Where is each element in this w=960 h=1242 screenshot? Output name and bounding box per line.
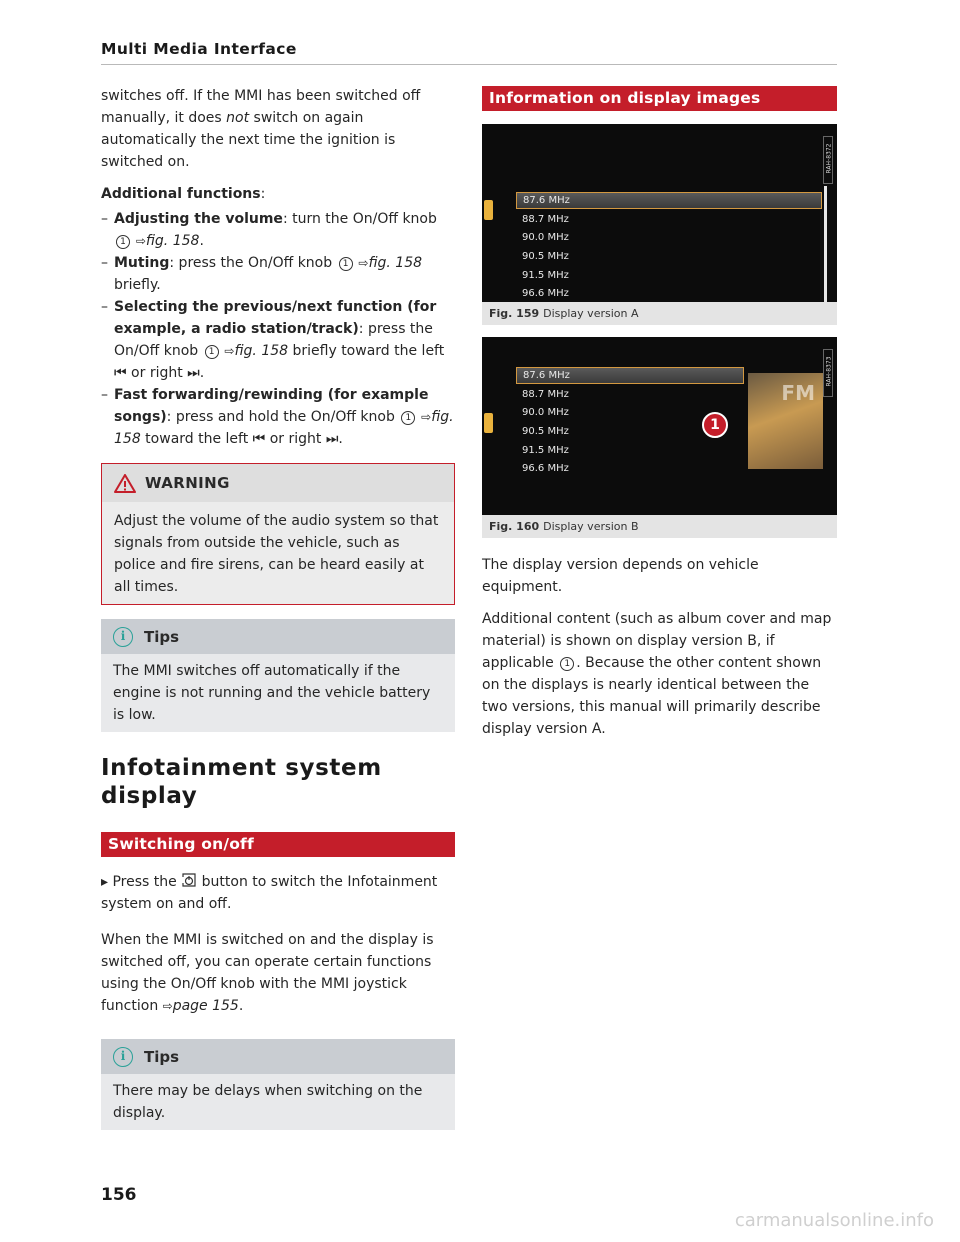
intro-end: switch on again automatically the next time the ignition is switched on. <box>101 110 396 170</box>
intro-not: not <box>226 110 250 126</box>
subsection-bar: Information on display images <box>482 86 837 111</box>
item-text: : turn the On/Off knob <box>282 211 437 227</box>
station-item: 90.0 MHz <box>522 232 569 243</box>
list-item: – Fast forwarding/rewinding (for example songs): press and hold the On/Off knob 1 ⇨fig. 158 toward the left ⏮ or right ⏭. <box>101 387 454 447</box>
tips-header <box>101 619 455 654</box>
paragraph-text: Additional content (such as album cover and map material) is shown on display version B, if applicable <box>482 611 832 671</box>
item-tail: . <box>199 233 204 249</box>
warning-title: WARNING <box>145 474 230 492</box>
list-item: – Adjusting the volume: turn the On/Off knob 1 ⇨fig. 158. <box>101 211 437 249</box>
item-title: Selecting the previous/next function (for example, a radio station/track) <box>114 299 437 337</box>
item-text: : press the On/Off knob <box>114 321 433 359</box>
menu-tab-icon <box>484 200 493 220</box>
item-text: : press the On/Off knob <box>169 255 337 271</box>
reference-arrow-icon: ⇨ <box>220 344 235 358</box>
figure-number: Fig. 159 <box>489 307 540 320</box>
station-item: 91.5 MHz <box>522 445 569 456</box>
function-list <box>101 208 455 450</box>
left-column <box>101 85 455 1130</box>
step-suffix: button to switch the Infotainment system on and off. <box>101 874 438 912</box>
figure-caption-text: Display version A <box>543 307 639 320</box>
tips-text: There may be delays when switching on the display. <box>101 1074 455 1130</box>
header-rule <box>101 64 837 65</box>
station-item: 91.5 MHz <box>522 270 569 281</box>
figure-link[interactable]: fig. 158 <box>234 343 289 359</box>
station-item: 88.7 MHz <box>522 389 569 400</box>
figure-link[interactable]: fig. 158 <box>145 233 200 249</box>
callout-number: 1 <box>560 657 574 671</box>
display-version-paragraph: The display version depends on vehicle equipment. <box>482 557 759 595</box>
callout-number: 1 <box>401 411 415 425</box>
callout-number: 1 <box>205 345 219 359</box>
warning-box <box>101 463 455 605</box>
item-tail: toward the left ⏮ or right ⏭. <box>140 431 343 447</box>
item-text: : press and hold the On/Off knob <box>166 409 400 425</box>
additional-label-text: Additional functions <box>101 186 261 202</box>
tips-box <box>101 1039 455 1130</box>
item-tail: briefly. <box>114 277 161 293</box>
tips-header <box>101 1039 455 1074</box>
warning-text: Adjust the volume of the audio system so that signals from outside the vehicle, such as police and fire sirens, can be heard easily at all times. <box>102 502 454 604</box>
figure-tag <box>823 136 833 184</box>
item-title: Muting <box>114 255 170 271</box>
figure-caption <box>482 302 837 325</box>
list-item: – Muting: press the On/Off knob 1 ⇨fig. 158 briefly. <box>101 255 423 293</box>
section-heading: Infotainment system display <box>101 755 382 809</box>
album-cover-image <box>748 373 823 469</box>
intro-text: switches off. If the MMI has been switched off manually, it does <box>101 88 421 126</box>
station-item-selected: 87.6 MHz <box>516 367 744 384</box>
paragraph-text: . Because the other content shown on the displays is nearly identical between the two versions, this manual will primarily describe display version A. <box>482 655 822 737</box>
step-prefix: ▸ Press the <box>101 874 182 890</box>
reference-arrow-icon: ⇨ <box>417 410 432 424</box>
figure-caption <box>482 515 837 538</box>
info-icon: i <box>113 1047 133 1067</box>
tips-box <box>101 619 455 732</box>
display-screenshot-a <box>482 124 837 302</box>
menu-tab-icon <box>484 413 493 433</box>
item-title: Adjusting the volume <box>114 211 283 227</box>
figure-159 <box>482 124 837 325</box>
list-item: – Selecting the previous/next function (for example, a radio station/track): press the On/Off knob 1 ⇨fig. 158 briefly toward the left ⏮ or right ⏭. <box>101 299 445 381</box>
tips-title: Tips <box>144 627 180 646</box>
figure-tag-text: RAH-8373 <box>825 356 833 387</box>
tips-text: The MMI switches off automatically if the engine is not running and the vehicle battery is low. <box>101 654 455 732</box>
callout-marker: 1 <box>702 412 728 438</box>
warning-triangle-icon <box>114 474 136 493</box>
callout-number: 1 <box>339 257 353 271</box>
station-item: 96.6 MHz <box>522 463 569 474</box>
page-number: 156 <box>101 1185 137 1205</box>
item-tail: briefly toward the left ⏮ or right ⏭. <box>114 343 445 381</box>
info-icon: i <box>113 627 133 647</box>
figure-link[interactable]: fig. 158 <box>368 255 423 271</box>
page-header-title: Multi Media Interface <box>101 40 297 58</box>
additional-content-paragraph <box>482 608 837 740</box>
instruction-step <box>101 871 455 915</box>
figure-link[interactable]: fig. 158 <box>114 409 454 447</box>
tips-title: Tips <box>144 1047 180 1066</box>
figure-160 <box>482 337 837 538</box>
figure-tag <box>823 349 833 397</box>
callout-number: 1 <box>116 235 130 249</box>
scrollbar <box>824 186 827 302</box>
reference-arrow-icon: ⇨ <box>354 256 369 270</box>
subsection-bar: Switching on/off <box>101 832 455 857</box>
display-screenshot-b <box>482 337 837 515</box>
power-button-icon <box>181 872 197 888</box>
reference-arrow-icon: ⇨ <box>132 234 146 248</box>
paragraph-text: When the MMI is switched on and the display is switched off, you can operate certain functions using the On/Off knob with the MMI joystick function <box>101 932 434 1014</box>
item-title: Fast forwarding/rewinding (for example songs) <box>114 387 429 425</box>
figure-tag-text: RAH-8372 <box>825 143 833 174</box>
figure-caption-text: Display version B <box>543 520 639 533</box>
figure-number: Fig. 160 <box>489 520 540 533</box>
page-link[interactable]: page 155 <box>172 998 239 1014</box>
warning-header <box>102 464 454 502</box>
station-item: 90.0 MHz <box>522 407 569 418</box>
cover-text: FM <box>781 381 815 405</box>
station-item: 90.5 MHz <box>522 426 569 437</box>
station-item: 88.7 MHz <box>522 214 569 225</box>
station-item-selected: 87.6 MHz <box>516 192 822 209</box>
intro-paragraph <box>101 85 455 173</box>
station-item: 96.6 MHz <box>522 288 569 299</box>
reference-arrow-icon: ⇨ <box>162 999 173 1013</box>
display-off-paragraph <box>101 929 455 1017</box>
right-column <box>482 86 837 740</box>
watermark: carmanualsonline.info <box>734 1210 934 1231</box>
station-item: 90.5 MHz <box>522 251 569 262</box>
additional-functions-label: Additional functions: <box>101 186 266 202</box>
paragraph-end: . <box>238 998 244 1014</box>
